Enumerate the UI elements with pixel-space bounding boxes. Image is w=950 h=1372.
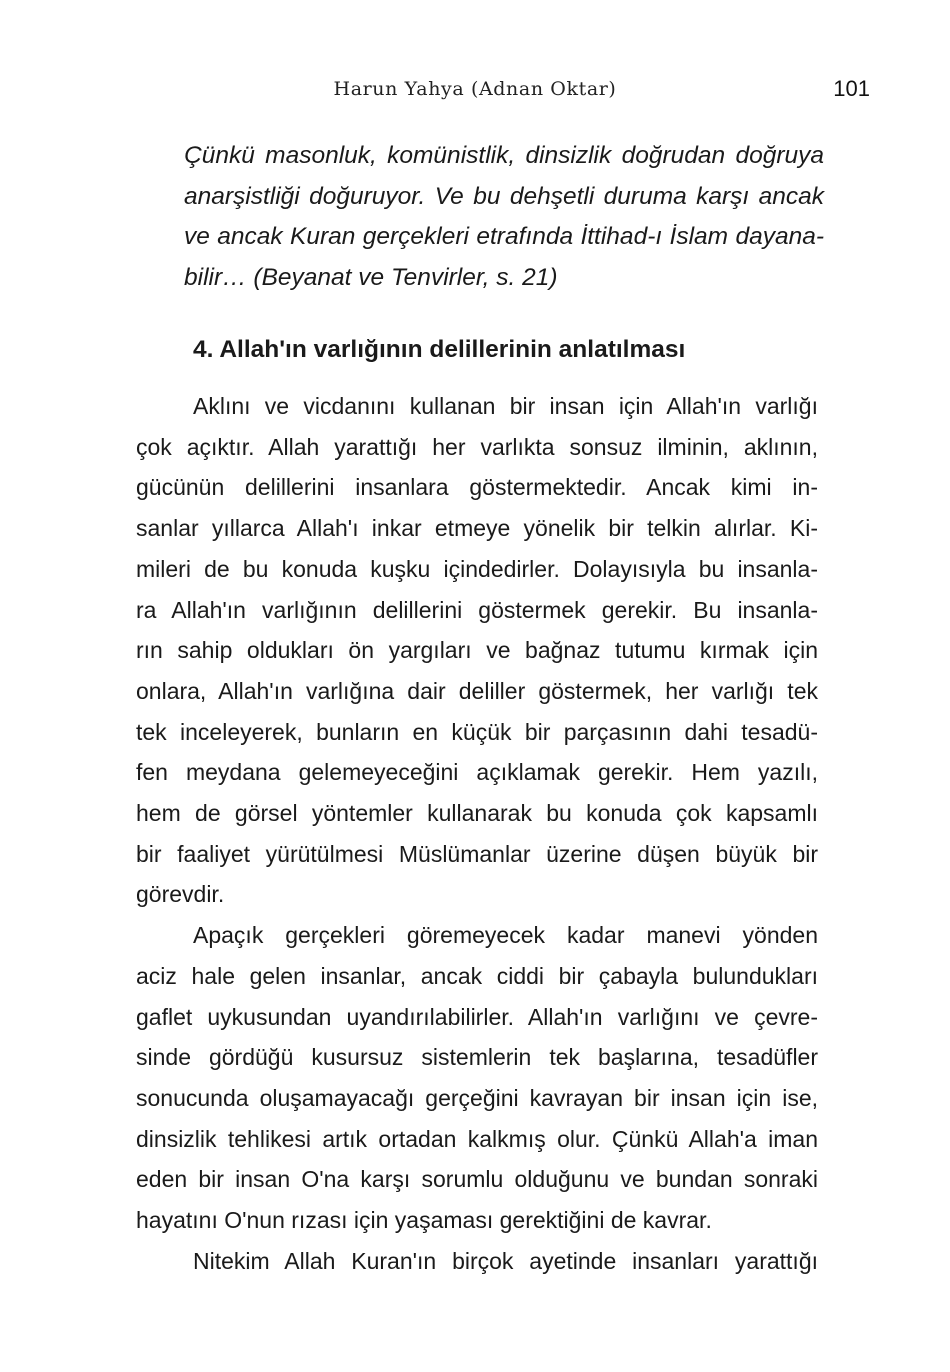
body-line: hayatını O'nun rızası için yaşaması gerektiğini de kavrar. bbox=[136, 1207, 712, 1234]
body-line: fen meydana gelemeyeceğini açıklamak gerekir. Hem yazılı, bbox=[136, 759, 818, 786]
body-line: tek inceleyerek, bunların en küçük bir parçasının dahi tesadü- bbox=[136, 718, 818, 745]
quote-line: bilir… (Beyanat ve Tenvirler, s. 21) bbox=[184, 263, 558, 291]
running-header-title: Harun Yahya (Adnan Oktar) bbox=[333, 78, 617, 100]
body-line: Aklını ve vicdanını kullanan bir insan için Allah'ın varlığı bbox=[193, 393, 818, 419]
body-line: aciz hale gelen insanlar, ancak ciddi bir çabayla bulundukları bbox=[136, 962, 818, 989]
body-text bbox=[136, 386, 818, 1281]
body-line: Nitekim Allah Kuran'ın birçok ayetinde insanları yarattığı bbox=[193, 1247, 818, 1274]
body-line: mileri de bu konuda kuşku içindedirler. Dolayısıyla bu insanla- bbox=[136, 555, 818, 582]
page-number: 101 bbox=[833, 76, 870, 101]
body-line: Apaçık gerçekleri göremeyecek kadar manevi yönden bbox=[193, 922, 818, 949]
quote-block bbox=[184, 136, 824, 298]
body-line: sanlar yıllarca Allah'ı inkar etmeye yönelik bir telkin alırlar. Ki- bbox=[136, 515, 818, 542]
body-line: bir faaliyet yürütülmesi Müslümanlar üzerine düşen büyük bir bbox=[136, 840, 818, 867]
quote-line: Çünkü masonluk, komünistlik, dinsizlik doğrudan doğruya bbox=[184, 142, 824, 169]
body-line: onlara, Allah'ın varlığına dair deliller göstermek, her varlığı tek bbox=[136, 677, 818, 704]
body-line: sinde gördüğü kusursuz sistemlerin tek başlarına, tesadüfler bbox=[136, 1044, 818, 1071]
body-line: görevdir. bbox=[136, 881, 225, 908]
quote-line: ve ancak Kuran gerçekleri etrafında İttihad-ı İslam dayana- bbox=[184, 223, 824, 250]
body-line: dinsizlik tehlikesi artık ortadan kalkmış olur. Çünkü Allah'a iman bbox=[136, 1125, 818, 1152]
body-line: hem de görsel yöntemler kullanarak bu konuda çok kapsamlı bbox=[136, 800, 818, 827]
body-line: çok açıktır. Allah yarattığı her varlıkta sonsuz ilminin, aklının, bbox=[136, 433, 818, 460]
body-line: rın sahip oldukları ön yargıları ve bağnaz tutumu kırmak için bbox=[136, 637, 818, 664]
section-heading: 4. Allah'ın varlığının delillerinin anlatılması bbox=[193, 336, 686, 363]
body-line: ra Allah'ın varlığının delillerini göstermek gerekir. Bu insanla- bbox=[136, 596, 818, 623]
body-line: eden bir insan O'na karşı sorumlu olduğunu ve bundan sonraki bbox=[136, 1166, 818, 1193]
body-line: gaflet uykusundan uyandırılabilirler. Allah'ın varlığını ve çevre- bbox=[136, 1003, 818, 1030]
quote-line: anarşistliği doğuruyor. Ve bu dehşetli duruma karşı ancak bbox=[184, 182, 824, 210]
body-line: gücünün delillerini insanlara göstermektedir. Ancak kimi in- bbox=[136, 474, 818, 501]
body-line: sonucunda oluşamayacağı gerçeğini kavrayan bir insan için ise, bbox=[136, 1084, 818, 1111]
